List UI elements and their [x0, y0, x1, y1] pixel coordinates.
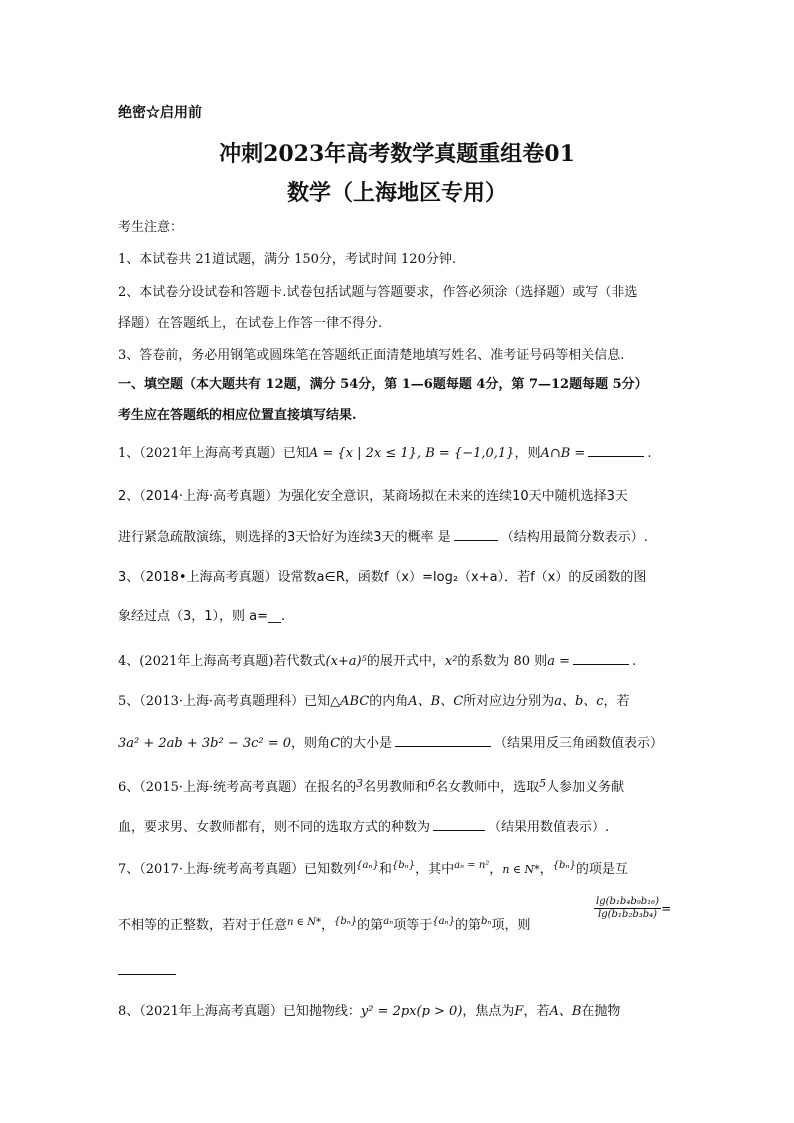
q7-fraction-numerator: lg(b₁b₄b₉b₁₆) [596, 896, 660, 907]
q5-text-mid: 的内角 [369, 694, 409, 709]
q1-answer-blank[interactable] [588, 442, 644, 457]
q7-term-a: aₙ [383, 916, 394, 927]
exam-subtitle: 数学（上海地区专用） [286, 180, 507, 206]
q8-text-if: ，若 [523, 1004, 550, 1019]
q7-formula: aₙ = n² [454, 860, 490, 871]
question-8 [118, 1003, 620, 1021]
q7-domain: n ∈ N* [502, 863, 540, 876]
q5-text-angle: ，则角 [291, 736, 331, 751]
q6-text-line2: 血，要求男、女教师都有，则不同的选取方式的种数为 [118, 820, 431, 835]
q7-comma-2: ， [539, 862, 553, 877]
q8-text: 8、（2021年上海高考真题）已知抛物线： [118, 1004, 361, 1019]
q1-set-definition: A = {x | 2x ≤ 1}, B = {−1,0,1} [308, 446, 515, 461]
q7-seq-b: {bₙ} [391, 860, 416, 871]
q7-domain-2: n ∈ N* [287, 917, 321, 928]
q6-text: 6、（2015·上海·统考高考真题）在报名的 [118, 780, 357, 795]
question-7-line-1 [118, 857, 628, 879]
q6-answer-blank[interactable] [433, 816, 485, 831]
notice-item-1: 1、本试卷共 21道试题，满分 150分，考试时间 120分钟. [118, 252, 456, 267]
q5-text-mid2: 所对应边分别为 [463, 694, 555, 709]
q5-angle-c: C [330, 736, 341, 751]
notice-item-3: 3、答卷前，务必用钢笔或圆珠笔在答题纸正面清楚地填写姓名、准考证号码等相关信息. [118, 348, 625, 363]
exam-title: 冲刺2023年高考数学真题重组卷01 [219, 141, 575, 167]
question-7-line-2 [118, 913, 530, 935]
q7-comma-3: ， [320, 918, 334, 933]
question-2-line-1: 2、（2014·上海·高考真题）为强化安全意识，某商场拟在未来的连续10天中随机选择3天 [118, 489, 628, 504]
q4-answer-blank[interactable] [573, 650, 629, 665]
q4-end: . [632, 654, 637, 669]
q6-male-count: 3 [356, 777, 364, 790]
notice-item-2: 2、本试卷分设试卷和答题卡.试卷包括试题与答题要求，作答必须涂（选择题）或写（非选 [118, 285, 638, 300]
q8-text-focus: ，焦点为 [462, 1004, 515, 1019]
q1-intersection: A∩B = [540, 446, 586, 461]
q7-seq-a: {aₙ} [356, 860, 379, 871]
q8-points: A、B [549, 1004, 582, 1019]
notice-item-2-cont: 择题）在答题纸上，在试卷上作答一律不得分. [118, 316, 383, 331]
q5-text: 5、（2013·上海·高考真题理科）已知△ [118, 694, 341, 709]
q4-variable: a = [547, 654, 570, 669]
q5-equation: 3a² + 2ab + 3b² − 3c² = 0 [118, 736, 292, 751]
q5-text-size: 的大小是 [340, 736, 393, 751]
q8-focus: F [514, 1004, 524, 1019]
question-5-line-1 [118, 693, 630, 711]
notice-heading: 考生注意： [118, 220, 184, 235]
q5-text-end: ，若 [603, 694, 630, 709]
q6-text-mid: 名男教师和 [363, 780, 429, 795]
q1-end: . [647, 446, 652, 461]
q8-parabola: y² = 2px(p > 0) [360, 1004, 463, 1019]
q7-text-the: 的第 [357, 918, 384, 933]
question-1 [118, 442, 651, 463]
q5-triangle: ABC [340, 694, 370, 709]
q4-expression: (x+a)⁵ [325, 654, 367, 669]
q1-text-mid: ，则 [514, 446, 541, 461]
q2-text-end: （结构用最简分数表示）. [500, 530, 648, 545]
question-6-line-2 [118, 816, 609, 837]
q7-text-the-2: 的第 [454, 918, 481, 933]
q6-text-hint: （结果用数值表示）. [488, 820, 610, 835]
question-2-line-2 [118, 526, 648, 547]
q7-answer-blank[interactable] [118, 974, 176, 975]
q7-text: 7、（2017·上海·统考高考真题）已知数列 [118, 862, 357, 877]
q6-text-mid2: 名女教师中，选取 [435, 780, 540, 795]
q7-text-then: 项，则 [491, 918, 531, 933]
q7-seq-a-2: {aₙ} [432, 916, 455, 927]
q6-select-count: 5 [539, 777, 547, 790]
q5-text-hint: （结果用反三角函数值表示） [494, 736, 664, 751]
q7-fraction [594, 896, 671, 921]
q4-text-mid2: 的系数为 80 则 [457, 654, 548, 669]
question-3-line-1: 3、（2018•上海高考真题）设常数a∈R，函数f（x）=log₂（x+a）．若f（x）的反函数的图 [118, 570, 647, 585]
q8-text-end: 在抛物 [581, 1004, 621, 1019]
q7-seq-b-2: {bₙ} [552, 860, 576, 871]
q2-text: 进行紧急疏散演练，则选择的3天恰好为连续3天的概率 是 [118, 530, 451, 545]
question-3-line-2: 象经过点（3，1），则 a=__. [118, 609, 286, 624]
q5-angles: A、B、C [408, 694, 464, 709]
q4-term: x² [444, 654, 458, 669]
q1-text: 1、（2021年上海高考真题）已知 [118, 446, 309, 461]
question-4 [118, 650, 636, 671]
q7-text-equals: 项等于 [393, 918, 433, 933]
q7-equals-sign: = [661, 901, 672, 916]
q7-and: 和 [378, 862, 392, 877]
q4-text-mid: 的展开式中， [366, 654, 445, 669]
q5-answer-blank[interactable] [395, 732, 491, 747]
q4-text: 4、(2021年上海高考真题)若代数式 [118, 654, 326, 669]
q7-seq-b-3: {bₙ} [333, 916, 358, 927]
q7-text-line2: 不相等的正整数，若对于任意 [118, 918, 288, 933]
q7-text-end: 的项是互 [575, 862, 628, 877]
section-heading: 一、填空题（本大题共有 12题，满分 54分，第 1—6题每题 4分，第 7—12题每题 5分） [118, 377, 648, 392]
q2-answer-blank[interactable] [454, 526, 498, 541]
q7-text-mid: ，其中 [415, 862, 455, 877]
section-instruction: 考生应在答题纸的相应位置直接填写结果. [118, 408, 357, 423]
question-6-line-1 [118, 775, 624, 797]
q6-text-end: 人参加义务献 [546, 780, 625, 795]
confidential-label: 绝密☆启用前 [118, 105, 202, 121]
q7-fraction-denominator: lg(b₁b₂b₃b₄) [598, 909, 658, 920]
q7-comma: ， [489, 862, 503, 877]
q7-term-b: bₙ [480, 916, 492, 927]
question-5-line-2 [118, 732, 663, 753]
q6-female-count: 6 [428, 777, 436, 790]
q5-sides: a、b、c [554, 694, 604, 709]
